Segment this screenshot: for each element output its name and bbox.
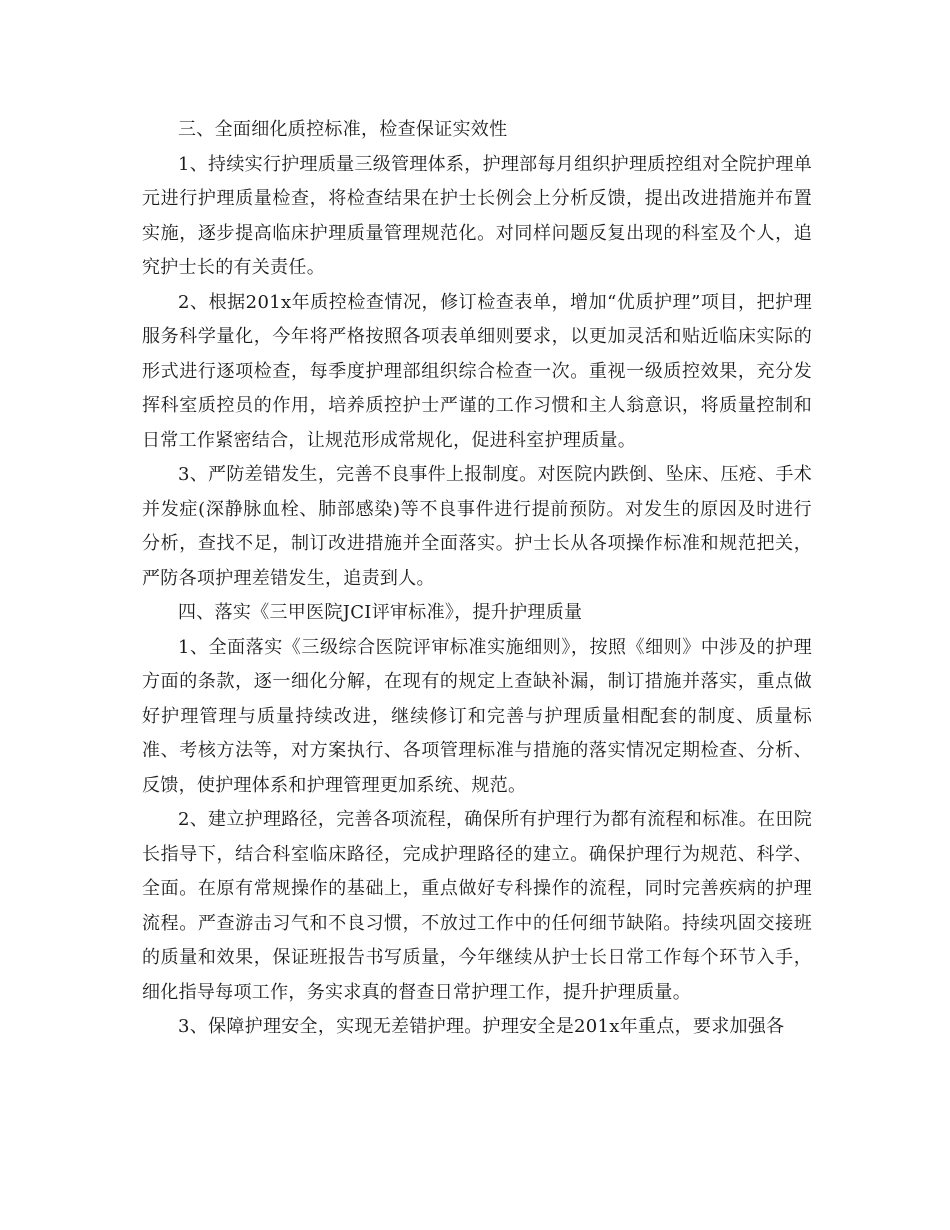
paragraph-3-3: 3、严防差错发生，完善不良事件上报制度。对医院内跌倒、坠床、压疮、手术并发症(深静脉血栓、肺部感染)等不良事件进行提前预防。对发生的原因及时进行分析，查找不足，制订改进措施并全面落实。护士长从各项操作标准和规范把关，严防各项护理差错发生，追责到人。	[142, 464, 812, 589]
paragraph-3-1: 1、持续实行护理质量三级管理体系，护理部每月组织护理质控组对全院护理单元进行护理质量检查，将检查结果在护士长例会上分析反馈，提出改进措施并布置实施，逐步提高临床护理质量管理规范化。对同样问题反复出现的科室及个人，追究护士长的有关责任。	[142, 153, 812, 278]
paragraph-4-2: 2、建立护理路径，完善各项流程，确保所有护理行为都有流程和标准。在田院长指导下，结合科室临床路径，完成护理路径的建立。确保护理行为规范、科学、全面。在原有常规操作的基础上，重点做好专科操作的流程，同时完善疾病的护理流程。严查游击习气和不良习惯，不放过工作中的任何细节缺陷。持续巩固交接班的质量和效果，保证班报告书写质量，今年继续从护士长日常工作每个环节入手，细化指导每项工作，务实求真的督查日常护理工作，提升护理质量。	[142, 809, 812, 1003]
document-body	[142, 113, 812, 1045]
section-heading-4: 四、落实《三甲医院JCI评审标准》，提升护理质量	[178, 602, 583, 623]
paragraph-4-3: 3、保障护理安全，实现无差错护理。护理安全是201x年重点，要求加强各	[178, 1016, 785, 1037]
paragraph-4-1: 1、全面落实《三级综合医院评审标准实施细则》，按照《细则》中涉及的护理方面的条款，逐一细化分解，在现有的规定上查缺补漏，制订措施并落实，重点做好护理管理与质量持续改进，继续修订和完善与护理质量相配套的制度、质量标准、考核方法等，对方案执行、各项管理标准与措施的落实情况定期检查、分析、反馈，使护理体系和护理管理更加系统、规范。	[142, 636, 812, 796]
paragraph-3-2: 2、根据201x年质控检查情况，修订检查表单，增加“优质护理”项目，把护理服务科学量化，今年将严格按照各项表单细则要求，以更加灵活和贴近临床实际的形式进行逐项检查，每季度护理部组织综合检查一次。重视一级质控效果，充分发挥科室质控员的作用，培养质控护士严谨的工作习惯和主人翁意识，将质量控制和日常工作紧密结合，让规范形成常规化，促进科室护理质量。	[142, 291, 812, 451]
section-heading-3: 三、全面细化质控标准，检查保证实效性	[178, 119, 508, 140]
